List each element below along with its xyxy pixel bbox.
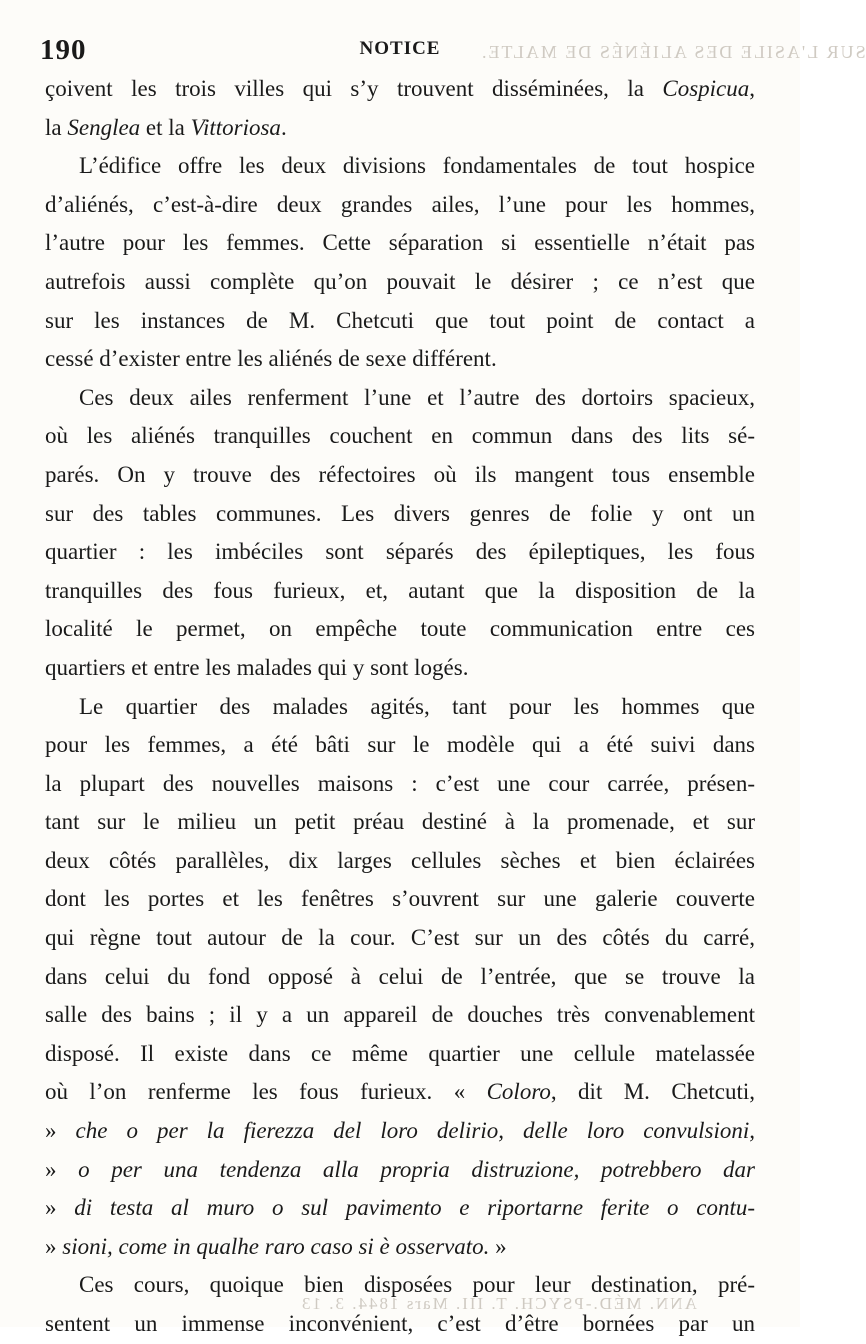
text-line: salle des bains ; il y a un appareil de douches très convenablement [45,1002,755,1028]
text-line: la plupart des nouvelles maisons : c’est une cour carrée, présen- [45,770,755,796]
text-line: disposé. Il existe dans ce même quartier une cellule matelassée [45,1040,755,1066]
text-line: dans celui du fond opposé à celui de l’entrée, que se trouve la [45,963,755,989]
page-header [40,34,760,66]
bleed-through-header: SUR L'ASILE DES ALIÉNÉS DE MALTE. [480,42,866,62]
text-line: cessé d’exister entre les aliénés de sexe différent. [45,346,497,372]
text-line: sentent un immense inconvénient, c’est d’être bornées par un [45,1311,755,1336]
text-line: où les aliénés tranquilles couchent en commun dans des lits sé- [45,423,755,449]
text-line: çoivent les trois villes qui s’y trouvent disséminées, la Cospicua, [45,76,755,101]
text-line: L’édifice offre les deux divisions fondamentales de tout hospice [79,153,755,179]
text-line: localité le permet, on empêche toute communication entre ces [45,616,755,642]
text-line: dont les portes et les fenêtres s’ouvrent sur une galerie couverte [45,886,755,912]
text-line: parés. On y trouve des réfectoires où ils mangent tous ensemble [45,461,755,487]
text-line: sur des tables communes. Les divers genres de folie y ont un [45,500,755,526]
text-line: où l’on renferme les fous furieux. « Coloro, dit M. Chetcuti, [45,1079,755,1105]
text-line: quartiers et entre les malades qui y sont logés. [45,654,469,680]
text-line: tant sur le milieu un petit préau destiné à la promenade, et sur [45,809,755,835]
text-line: Le quartier des malades agités, tant pour les hommes que [79,693,755,719]
quote-line: » sioni, come in qualhe raro caso si è osservato. » [45,1233,507,1259]
running-title: NOTICE [359,38,441,59]
quote-line: » o per una tendenza alla propria distruzione, potrebbero dar [45,1156,755,1182]
text-line: pour les femmes, a été bâti sur le modèle qui a été suivi dans [45,732,755,758]
text-line: deux côtés parallèles, dix larges cellules sèches et bien éclairées [45,847,755,873]
text-line: quartier : les imbéciles sont séparés des épileptiques, les fous [45,539,755,565]
text-line: l’autre pour les femmes. Cette séparation si essentielle n’était pas [45,230,755,256]
text-line: autrefois aussi complète qu’on pouvait le désirer ; ce n’est que [45,268,755,294]
text-line: Ces deux ailes renferment l’une et l’autre des dortoirs spacieux, [79,384,755,410]
text-line: la Senglea et la Vittoriosa. [45,114,287,140]
text-line: tranquilles des fous furieux, et, autant que la disposition de la [45,577,755,603]
quote-line: » che o per la fierezza del loro delirio, delle loro convulsioni, [45,1118,756,1144]
text-line: qui règne tout autour de la cour. C’est sur un des côtés du carré, [45,925,755,951]
quote-line: » di testa al muro o sul pavimento e riportarne ferite o contu- [45,1195,756,1221]
page-number: 190 [40,34,87,66]
text-line: sur les instances de M. Chetcuti que tout point de contact a [45,307,755,333]
bleed-through-footer: ANN. MÉD.-PSYCH. T. III. Mars 1844. 3. 13 [300,1294,697,1313]
text-line: Ces cours, quoique bien disposées pour leur destination, pré- [79,1272,755,1298]
text-line: d’aliénés, c’est-à-dire deux grandes ailes, l’une pour les hommes, [45,191,755,217]
body-text [45,70,755,1344]
